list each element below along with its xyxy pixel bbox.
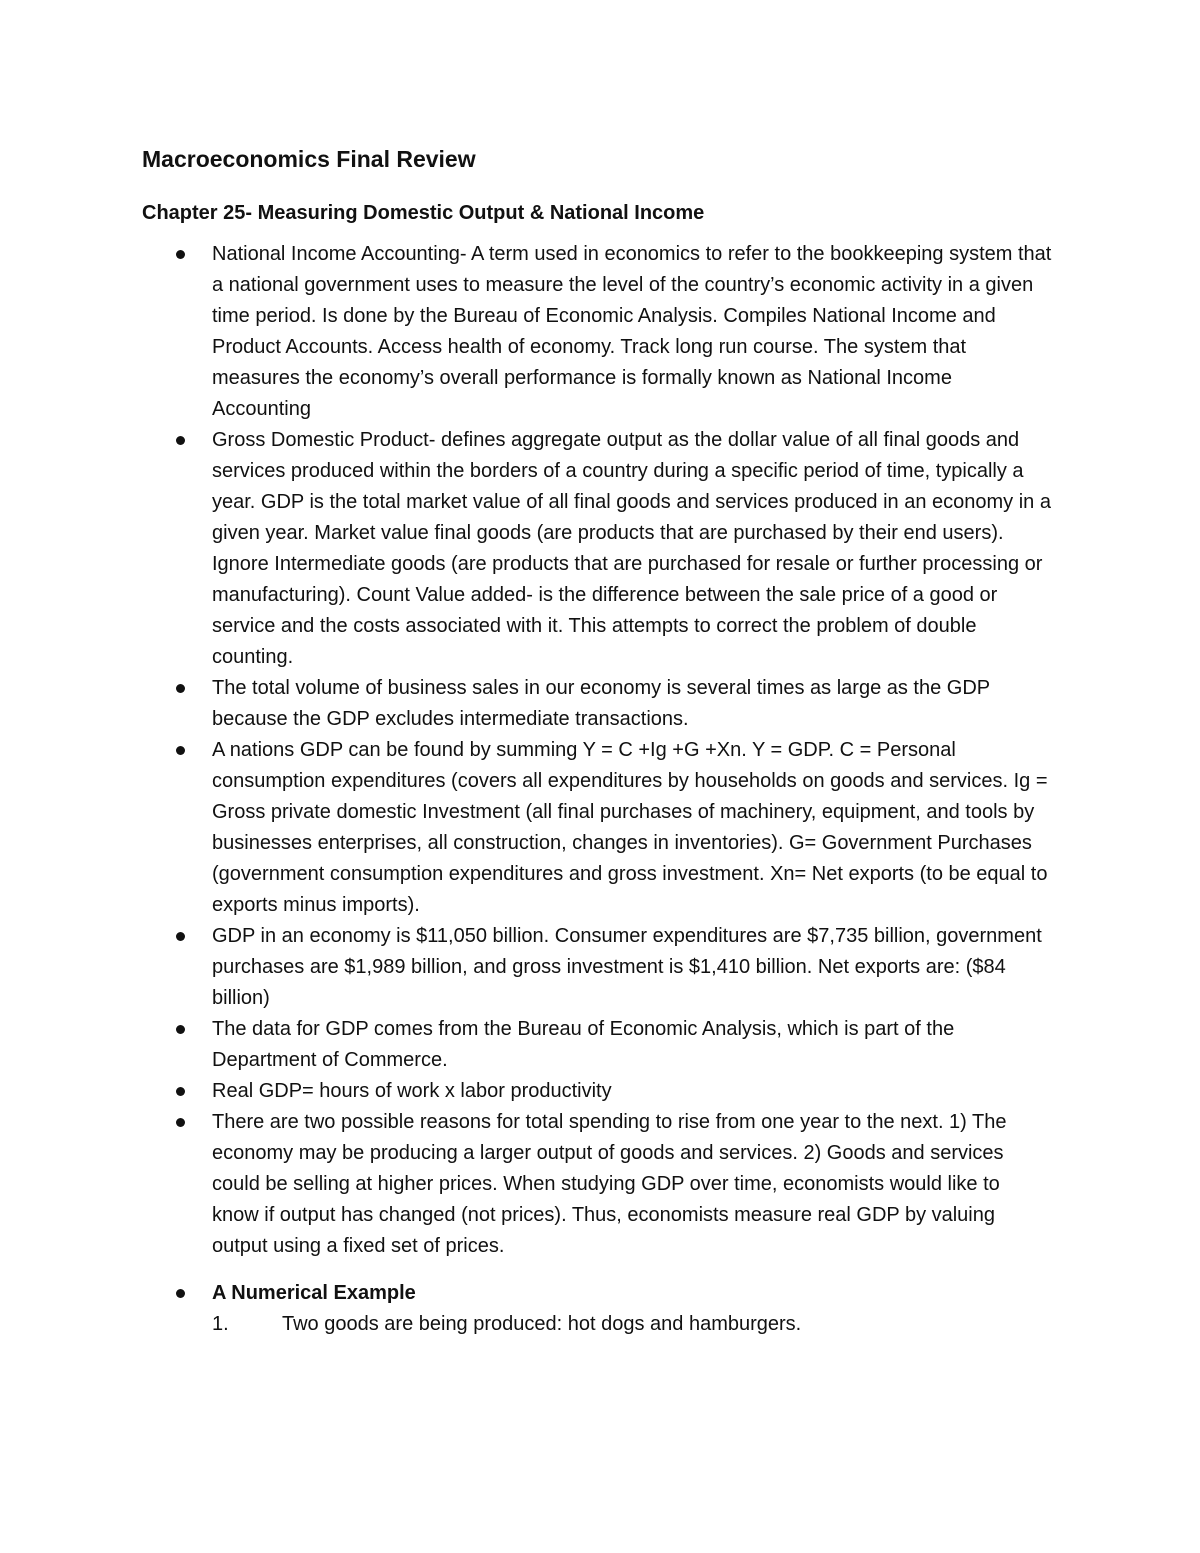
list-item: [142, 1076, 1052, 1107]
bullet-icon: [176, 1087, 185, 1096]
bullet-icon: [176, 436, 185, 445]
bullet-icon: [176, 746, 185, 755]
list-item-text: A nations GDP can be found by summing Y = C +Ig +G +Xn. Y = GDP. C = Personal consumption expenditures (covers all expenditures by households on goods and services. Ig = Gross private domestic Investment (all final purchases of machinery, equipment, and tools by businesses enterprises, all construction, changes in inventories). G= Government Purchases (government consumption expenditures and gross investment. Xn= Net exports (to be equal to exports minus imports).: [212, 739, 1048, 916]
list-item: [142, 1014, 1052, 1076]
bullet-icon: [176, 1118, 185, 1127]
list-item-text: GDP in an economy is $11,050 billion. Consumer expenditures are $7,735 billion, government purchases are $1,989 billion, and gross investment is $1,410 billion. Net exports are: ($84 billion): [212, 925, 1042, 1009]
bullet-list: [142, 239, 1080, 1340]
bullet-icon: [176, 684, 185, 693]
bullet-icon: [176, 250, 185, 259]
list-item: [142, 239, 1052, 425]
list-item-text: The data for GDP comes from the Bureau of Economic Analysis, which is part of the Department of Commerce.: [212, 1018, 955, 1071]
list-item: [142, 1107, 1052, 1262]
list-item: [142, 673, 1052, 735]
numerical-example-heading: A Numerical Example: [212, 1282, 416, 1304]
list-item: [142, 735, 1052, 921]
list-item: [142, 921, 1052, 1014]
bullet-icon: [176, 1025, 185, 1034]
chapter-heading: Chapter 25- Measuring Domestic Output & National Income: [142, 202, 705, 224]
list-item: [142, 425, 1052, 673]
numbered-list: [212, 1309, 1052, 1340]
numerical-example-item: [142, 1278, 1052, 1340]
list-item-text: National Income Accounting- A term used in economics to refer to the bookkeeping system that a national government uses to measure the level of the country’s economic activity in a given time period. Is done by the Bureau of Economic Analysis. Compiles National Income and Product Accounts. Access health of economy. Track long run course. The system that measures the economy’s overall performance is formally known as National Income Accounting: [212, 243, 1052, 420]
numbered-item: [142, 1309, 1052, 1340]
list-item-text: Gross Domestic Product- defines aggregate output as the dollar value of all final goods and services produced within the borders of a country during a specific period of time, typically a year. GDP is the total market value of all final goods and services produced in an economy in a given year. Market value final goods (are products that are purchased by their end users). Ignore Intermediate goods (are products that are purchased for resale or further processing or manufacturing). Count Value added- is the difference between the sale price of a good or service and the costs associated with it. This attempts to correct the problem of double counting.: [212, 429, 1051, 668]
list-item-text: Real GDP= hours of work x labor productivity: [212, 1080, 612, 1102]
bullet-icon: [176, 932, 185, 941]
document-title: Macroeconomics Final Review: [142, 146, 476, 172]
numbered-item-text: Two goods are being produced: hot dogs and hamburgers.: [282, 1313, 802, 1335]
list-item-text: There are two possible reasons for total spending to rise from one year to the next. 1) The economy may be producing a larger output of goods and services. 2) Goods and services could be selling at higher prices. When studying GDP over time, economists would like to know if output has changed (not prices). Thus, economists measure real GDP by valuing output using a fixed set of prices.: [212, 1111, 1007, 1257]
bullet-icon: [176, 1289, 185, 1298]
list-item-text: The total volume of business sales in our economy is several times as large as the GDP because the GDP excludes intermediate transactions.: [212, 677, 990, 730]
item-number: 1.: [212, 1313, 229, 1335]
